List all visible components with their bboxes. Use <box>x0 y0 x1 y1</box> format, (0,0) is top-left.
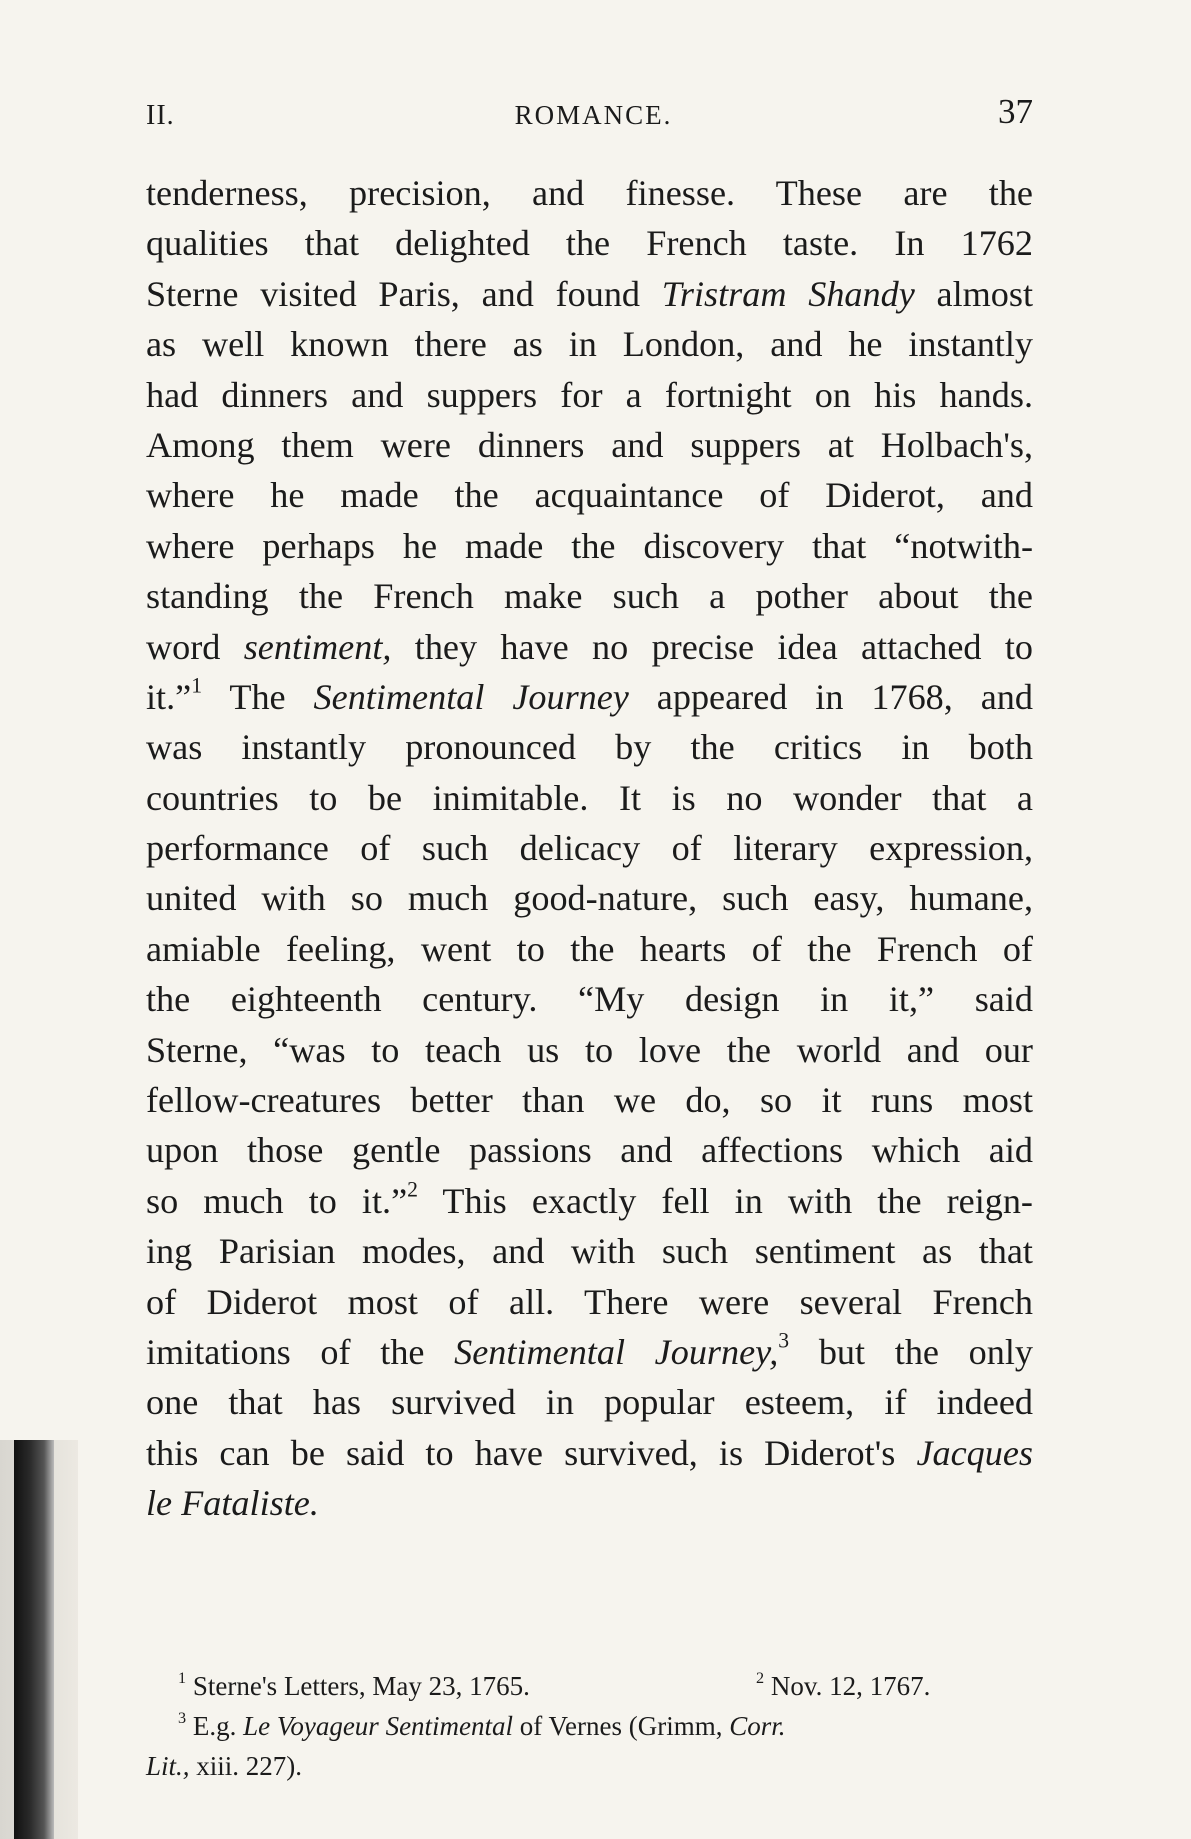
text-line <box>146 571 1033 621</box>
footnote-3-text-b: of Vernes (Grimm, <box>513 1711 730 1741</box>
body-paragraph <box>146 168 1033 1529</box>
text-line <box>146 1327 1033 1377</box>
text-line <box>146 1125 1033 1175</box>
text-line <box>146 218 1033 268</box>
text-run: as well known there as in London, and he instantly <box>146 324 1033 365</box>
footnote-reference: 1 <box>191 673 203 698</box>
text-run: so much to it.” <box>146 1180 408 1221</box>
text-run: but the only <box>789 1331 1033 1372</box>
text-line <box>146 521 1033 571</box>
text-run: Among them were dinners and suppers at Holbach's, <box>146 424 1033 465</box>
text-run: word <box>146 626 244 667</box>
text-line <box>146 370 1033 420</box>
text-line <box>146 319 1033 369</box>
footnote-row-1 <box>146 1666 1033 1706</box>
footnote-3-italic-b: Corr. <box>729 1711 786 1741</box>
footnote-row-3 <box>146 1706 1033 1746</box>
chapter-number: II. <box>146 100 175 131</box>
running-title: ROMANCE. <box>514 100 673 130</box>
text-run: upon those gentle passions and affections which aid <box>146 1130 1033 1171</box>
italic-text-run: Tristram Shandy <box>661 273 915 314</box>
binding-gutter <box>14 1440 54 1839</box>
text-run: was instantly pronounced by the critics in both <box>146 727 1033 768</box>
text-run: amiable feeling, went to the hearts of the French of <box>146 928 1033 969</box>
text-run: ing Parisian modes, and with such sentiment as that <box>146 1231 1033 1272</box>
italic-text-run: le Fataliste. <box>146 1483 319 1524</box>
footnote-3-italic-a: Le Voyageur Sentimental <box>243 1711 514 1741</box>
footnote-3-text-a: E.g. <box>192 1711 244 1741</box>
text-line <box>146 773 1033 823</box>
text-run: appeared in 1768, and <box>628 676 1033 717</box>
footnotes <box>146 1666 1033 1786</box>
running-header <box>146 92 1041 136</box>
italic-text-run: Sentimental Journey <box>313 676 629 717</box>
footnote-3 <box>178 1706 786 1746</box>
text-run: this can be said to have survived, is Diderot's <box>146 1432 917 1473</box>
footnote-reference: 3 <box>778 1328 790 1353</box>
page-number: 37 <box>998 92 1033 131</box>
italic-text-run: Jacques <box>916 1432 1033 1473</box>
footnote-3-italic-c: Lit., <box>146 1751 190 1781</box>
footnote-1-text: Sterne's Letters, May 23, 1765. <box>192 1671 530 1701</box>
text-run: imitations of the <box>146 1331 455 1372</box>
footnote-3-continued <box>146 1746 302 1786</box>
text-run: had dinners and suppers for a fortnight on his hands. <box>146 374 1033 415</box>
text-line <box>146 1025 1033 1075</box>
text-line <box>146 1226 1033 1276</box>
text-line <box>146 924 1033 974</box>
text-run: standing the French make such a pother about the <box>146 576 1033 617</box>
text-run: they have no precise idea attached to <box>391 626 1033 667</box>
text-run: one that has survived in popular esteem, if indeed <box>146 1382 1033 1423</box>
text-line <box>146 1075 1033 1125</box>
text-run: of Diderot most of all. There were several French <box>146 1281 1033 1322</box>
text-line <box>146 168 1033 218</box>
text-run: countries to be inimitable. It is no wonder that a <box>146 777 1033 818</box>
text-line <box>146 722 1033 772</box>
text-line <box>146 873 1033 923</box>
text-line <box>146 420 1033 470</box>
text-line <box>146 622 1033 672</box>
footnote-2-text: Nov. 12, 1767. <box>770 1671 931 1701</box>
text-run: Sterne, “was to teach us to love the world and our <box>146 1029 1033 1070</box>
text-run: performance of such delicacy of literary expression, <box>146 828 1033 869</box>
text-run: tenderness, precision, and finesse. These are the <box>146 173 1033 213</box>
text-run: Sterne visited Paris, and found <box>146 273 662 314</box>
text-run: fellow-creatures better than we do, so it runs most <box>146 1080 1033 1121</box>
text-run: where he made the acquaintance of Diderot, and <box>146 475 1033 516</box>
text-line <box>146 974 1033 1024</box>
text-run: it.” <box>146 676 192 717</box>
footnote-1-mark: 1 <box>178 1668 187 1687</box>
text-line <box>146 823 1033 873</box>
footnote-3-mark: 3 <box>178 1708 187 1727</box>
text-line <box>146 1176 1033 1226</box>
text-run: almost <box>914 273 1034 314</box>
italic-text-run: sentiment, <box>243 626 392 667</box>
text-line <box>146 672 1033 722</box>
footnote-3-text-c: xiii. 227). <box>189 1751 303 1781</box>
text-line <box>146 1277 1033 1327</box>
text-run: This exactly fell in with the reign- <box>418 1180 1033 1221</box>
italic-text-run: Sentimental Journey, <box>454 1331 779 1372</box>
footnote-2-mark: 2 <box>756 1668 765 1687</box>
text-run: where perhaps he made the discovery that “notwith- <box>146 525 1033 566</box>
text-run: qualities that delighted the French taste. In 1762 <box>146 223 1033 264</box>
text-line <box>146 269 1033 319</box>
text-line <box>146 470 1033 520</box>
text-run: the eighteenth century. “My design in it,” said <box>146 979 1033 1020</box>
footnote-2 <box>756 1666 930 1706</box>
text-line <box>146 1478 1033 1528</box>
text-run: united with so much good-nature, such easy, humane, <box>146 878 1033 919</box>
footnote-1 <box>178 1666 530 1706</box>
text-run: The <box>202 676 314 717</box>
footnote-reference: 2 <box>407 1177 419 1202</box>
text-line <box>146 1428 1033 1478</box>
text-line <box>146 1377 1033 1427</box>
footnote-row-3-cont <box>146 1746 1033 1786</box>
